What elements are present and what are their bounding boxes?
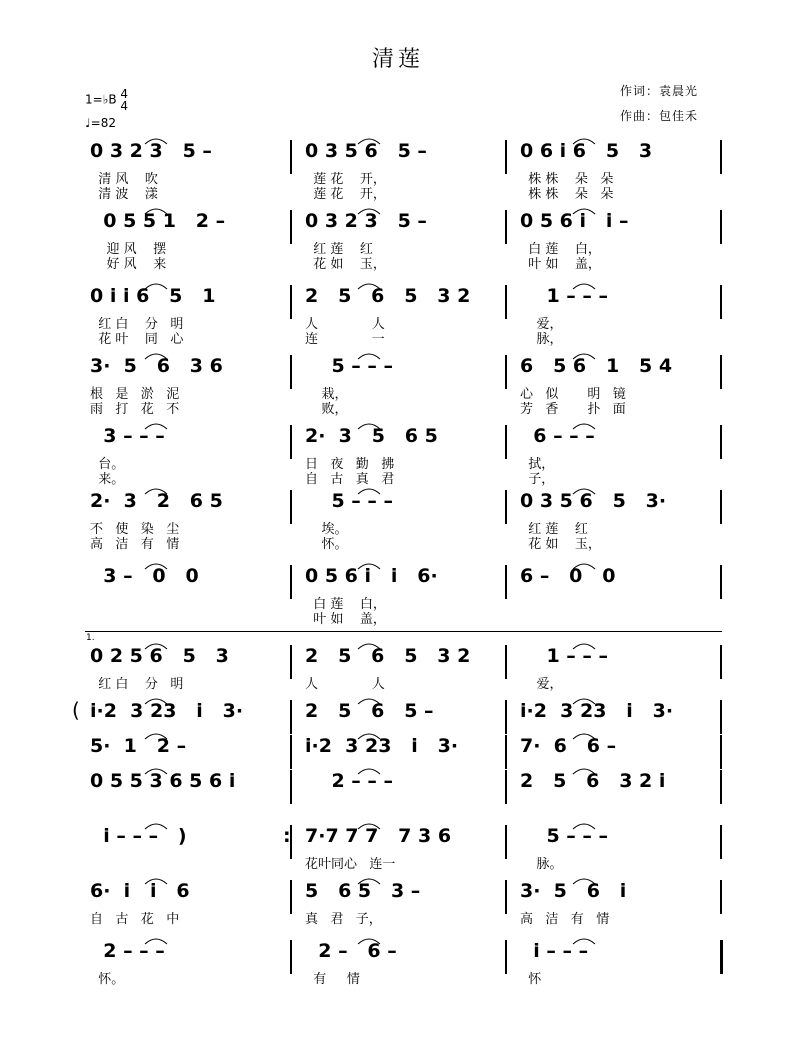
lyric-line: 花叶同心 连一	[305, 857, 396, 872]
lyric-line: 日 夜 勤 拂	[305, 457, 395, 472]
bar-line	[505, 645, 507, 679]
note-group: 2· 3 5 6 5	[305, 425, 438, 447]
staff-row	[0, 490, 796, 550]
lyric-line: 红 白 分 明	[90, 677, 184, 692]
bar-line	[290, 880, 292, 914]
staff-row	[0, 645, 796, 705]
song-title: 清莲	[371, 47, 424, 72]
bar-line	[505, 825, 507, 859]
bar-line	[720, 140, 722, 174]
bar-line	[505, 425, 507, 459]
lyric-line: 清 波 漾	[90, 187, 158, 202]
lyric-line: 爱，	[520, 677, 563, 692]
bar-line	[720, 565, 722, 599]
note-group: 3· 5 6 i	[520, 880, 627, 902]
lyric-line: 人 人	[305, 677, 385, 692]
bar-line	[290, 770, 292, 804]
note-group: 0 3 5 6 5 –	[305, 140, 427, 162]
bar-line	[290, 355, 292, 389]
note-group: 6 – – –	[520, 425, 595, 447]
lyric-line: 高 洁 有 情	[90, 537, 180, 552]
note-group: 7·7 7 7 7 3 6	[305, 825, 452, 847]
bar-line	[720, 770, 722, 804]
lyric-line: 败，	[305, 402, 348, 417]
lyric-line: 台。	[90, 457, 125, 472]
lyric-line: 脉，	[520, 332, 563, 347]
bar-line	[505, 770, 507, 804]
lyric-line: 好 风 来	[90, 257, 167, 272]
bar-line	[505, 880, 507, 914]
bar-line	[720, 210, 722, 244]
key-signature	[85, 88, 128, 112]
lyric-line: 迎 风 摆	[90, 242, 167, 257]
lyric-line: 来。	[90, 472, 125, 487]
lyric-line: 真 君 子，	[305, 912, 382, 927]
lyric-line: 自 古 真 君	[305, 472, 395, 487]
bar-line	[720, 490, 722, 524]
staff-row	[0, 770, 796, 830]
staff-row	[0, 940, 796, 1000]
note-group: 2 5 6 5 3 2	[305, 645, 471, 667]
note-group: 5 – – –	[305, 490, 394, 512]
note-group: 0 5 6 i i 6·	[305, 565, 438, 587]
lyric-line: 怀。	[90, 972, 125, 987]
note-group: 2· 3 2 6 5	[90, 490, 223, 512]
lyric-line: 根 是 淤 泥	[90, 387, 180, 402]
lyric-line: 红 莲 红	[520, 522, 588, 537]
note-group: 2 – – –	[305, 770, 394, 792]
note-group: 5 – – –	[305, 355, 394, 377]
lyric-line: 清 风 吹	[90, 172, 158, 187]
bar-line	[720, 355, 722, 389]
bar-line	[505, 140, 507, 174]
lyric-line: 株 株 朵 朵	[520, 172, 614, 187]
staff-row	[0, 425, 796, 485]
lyric-line: 高 洁 有 情	[520, 912, 610, 927]
lyric-line: 埃。	[305, 522, 348, 537]
note-group: 5 6 5 3 –	[305, 880, 421, 902]
note-group: i·2 3 23 i 3·	[520, 700, 674, 722]
note-group: 0 5 6 i i –	[520, 210, 629, 232]
bar-line	[505, 210, 507, 244]
bar-line	[505, 735, 507, 769]
bar-line	[290, 735, 292, 769]
lyric-line: 花 叶 同 心	[90, 332, 184, 347]
bar-line	[720, 285, 722, 319]
bar-line	[290, 940, 292, 974]
staff-row	[0, 880, 796, 940]
bar-line	[290, 140, 292, 174]
bar-line	[720, 825, 722, 859]
note-group: 2 5 6 5 3 2	[305, 285, 471, 307]
note-group: 6 – 0 0	[520, 565, 616, 587]
bar-line	[290, 210, 292, 244]
lyric-line: 莲 花 开，	[305, 172, 386, 187]
key-label: 1=♭B	[85, 92, 117, 107]
tempo-marking: ♩=82	[85, 116, 116, 130]
volta-label: 1.	[86, 633, 95, 643]
note-group: 3 – – –	[90, 425, 165, 447]
staff-row	[0, 565, 796, 625]
note-group: i – – –	[520, 940, 589, 962]
note-group: 2 – – –	[90, 940, 165, 962]
staff-row	[0, 825, 796, 885]
note-group: 1 – – –	[520, 645, 609, 667]
note-group: i·2 3 23 i 3·	[90, 700, 244, 722]
bar-line	[720, 425, 722, 459]
lyric-line: 怀	[520, 972, 542, 987]
bar-line	[505, 285, 507, 319]
interlude-open-paren: (	[72, 698, 80, 722]
note-group: 0 5 5 3 6 5 6 i	[90, 770, 236, 792]
bar-line	[290, 645, 292, 679]
note-group: i – – – )	[90, 825, 187, 847]
bar-line	[720, 700, 722, 734]
lyric-line: 爱，	[520, 317, 563, 332]
time-signature	[120, 88, 128, 112]
lyric-line: 不 使 染 尘	[90, 522, 180, 537]
bar-line	[720, 645, 722, 679]
note-group: 3 – 0 0	[90, 565, 199, 587]
note-group: 0 6 i 6 5 3	[520, 140, 653, 162]
lyric-line: 白 莲 白，	[305, 597, 386, 612]
lyric-line: 莲 花 开，	[305, 187, 386, 202]
bar-line	[505, 700, 507, 734]
lyric-line: 心 似 明 镜	[520, 387, 626, 402]
lyricist-credit: 作词：袁晨光	[620, 84, 699, 98]
lyric-line: 白 莲 白，	[520, 242, 601, 257]
composer-credit: 作曲：包佳禾	[620, 109, 699, 123]
bar-line	[720, 880, 722, 914]
bar-line	[505, 355, 507, 389]
note-group: 2 5 6 5 –	[305, 700, 434, 722]
bar-line	[290, 490, 292, 524]
note-group: 2 – 6 –	[305, 940, 397, 962]
note-group: 0 3 2 3 5 –	[90, 140, 212, 162]
bar-line	[505, 565, 507, 599]
bar-line	[290, 700, 292, 734]
bar-line	[505, 940, 507, 974]
volta-bracket	[85, 631, 722, 632]
note-group: 0 3 2 3 5 –	[305, 210, 427, 232]
note-group: 0 3 5 6 5 3·	[520, 490, 667, 512]
lyric-line: 连 一	[305, 332, 385, 347]
lyric-line: 脉。	[520, 857, 563, 872]
time-signature-top: 4	[120, 87, 129, 101]
lyric-line: 叶 如 盖，	[305, 612, 386, 627]
lyric-line: 红 莲 红	[305, 242, 373, 257]
bar-line	[505, 490, 507, 524]
lyric-line: 红 白 分 明	[90, 317, 184, 332]
lyric-line: 花 如 玉，	[305, 257, 386, 272]
lyric-line: 栽，	[305, 387, 348, 402]
lyric-line: 株 株 朵 朵	[520, 187, 614, 202]
lyric-line: 芳 香 扑 面	[520, 402, 626, 417]
lyric-line: 怀。	[305, 537, 348, 552]
note-group: 5 – – –	[520, 825, 609, 847]
bar-line	[720, 940, 723, 974]
repeat-sign: :	[283, 825, 291, 847]
lyric-line: 叶 如 盖，	[520, 257, 601, 272]
lyric-line: 自 古 花 中	[90, 912, 180, 927]
note-group: 0 5 5 1 2 –	[90, 210, 226, 232]
note-group: 1 – – –	[520, 285, 609, 307]
staff-row	[0, 210, 796, 270]
lyric-line: 子，	[520, 472, 555, 487]
time-signature-bottom: 4	[120, 99, 129, 113]
lyric-line: 花 如 玉，	[520, 537, 601, 552]
lyric-line: 拭，	[520, 457, 555, 472]
note-group: 0 2 5 6 5 3	[90, 645, 229, 667]
bar-line	[720, 735, 722, 769]
lyric-line: 有 情	[305, 972, 360, 987]
bar-line	[290, 285, 292, 319]
note-group: 5· 1 2 –	[90, 735, 187, 757]
lyric-line: 雨 打 花 不	[90, 402, 180, 417]
bar-line	[290, 565, 292, 599]
note-group: 7· 6 6 –	[520, 735, 617, 757]
staff-row	[0, 285, 796, 345]
note-group: 3· 5 6 3 6	[90, 355, 223, 377]
staff-row	[0, 140, 796, 200]
note-group: 0 i i 6 5 1	[90, 285, 216, 307]
note-group: 2 5 6 3 2 i	[520, 770, 666, 792]
note-group: 6 5 6 1 5 4	[520, 355, 673, 377]
staff-row	[0, 355, 796, 415]
lyric-line: 人 人	[305, 317, 385, 332]
note-group: 6· i i 6	[90, 880, 190, 902]
bar-line	[290, 425, 292, 459]
note-group: i·2 3 23 i 3·	[305, 735, 459, 757]
